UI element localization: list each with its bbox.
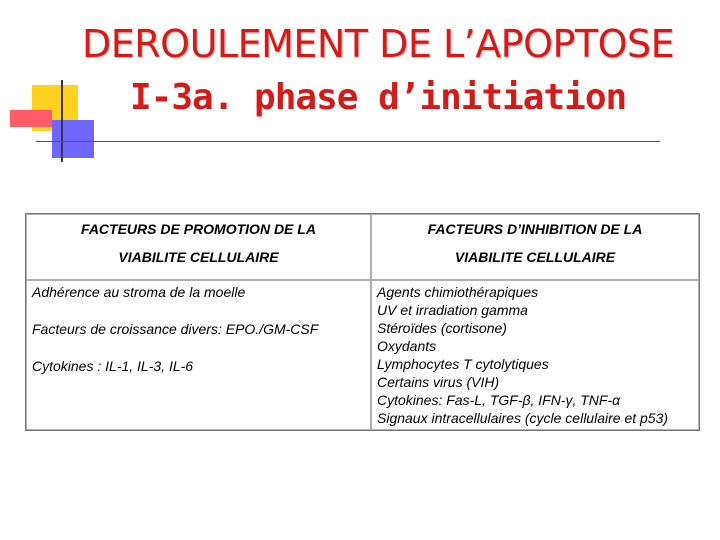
list-item: UV et irradiation gamma <box>377 302 528 318</box>
decorative-red-bar <box>10 110 52 127</box>
header-inhibition-line-1: FACTEURS D’INHIBITION DE LA <box>427 221 643 237</box>
factors-table <box>25 213 700 431</box>
list-item: Cytokines: Fas-L, TGF-β, IFN-γ, TNF-α <box>377 392 621 408</box>
list-item: Oxydants <box>377 338 437 354</box>
list-item: Agents chimiothérapiques <box>377 284 539 300</box>
table-header-row <box>26 214 699 280</box>
header-promotion-line-1: FACTEURS DE PROMOTION DE LA <box>81 221 316 237</box>
list-item: Cytokines : IL-1, IL-3, IL-6 <box>32 358 194 374</box>
header-inhibition-line-2: VIABILITE CELLULAIRE <box>454 249 616 265</box>
promotion-factors-cell <box>26 280 371 430</box>
decorative-blue-square <box>52 120 94 158</box>
list-item: Lymphocytes T cytolytiques <box>377 356 549 372</box>
list-item: Facteurs de croissance divers: EPO./GM-CSF <box>32 321 319 337</box>
table-body-row <box>26 280 699 430</box>
title-underline <box>36 141 660 142</box>
slide-title: DEROULEMENT DE L’APOPTOSE <box>82 22 675 66</box>
slide-subtitle: I-3a. phase d’initiation <box>130 77 627 118</box>
header-inhibition <box>371 214 699 280</box>
list-item: Certains virus (VIH) <box>377 374 500 390</box>
decorative-vertical-line <box>61 80 63 162</box>
list-item: Adhérence au stroma de la moelle <box>32 284 246 300</box>
header-promotion <box>26 214 371 280</box>
inhibition-factors-cell <box>371 280 699 430</box>
list-item: Signaux intracellulaires (cycle cellulaire et p53) <box>377 410 669 426</box>
list-item: Stéroïdes (cortisone) <box>377 320 507 336</box>
header-promotion-line-2: VIABILITE CELLULAIRE <box>118 249 279 265</box>
